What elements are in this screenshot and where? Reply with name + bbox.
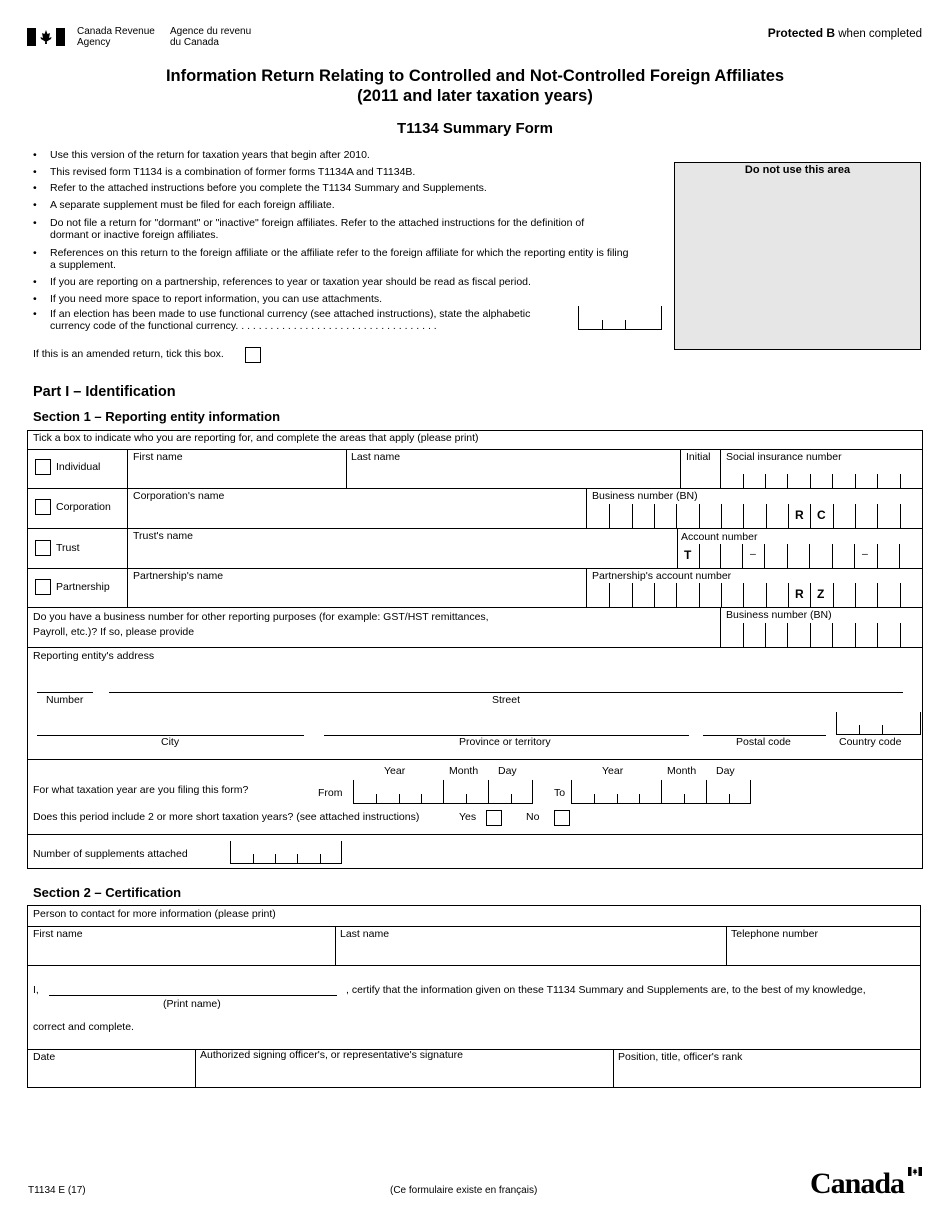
trust-account-field[interactable] xyxy=(678,544,923,568)
instruction-item: • Refer to the attached instructions before you complete the T1134 Summary and Supplements. xyxy=(33,182,633,194)
print-name-input[interactable] xyxy=(49,995,337,996)
instruction-item: • Use this version of the return for taxation years that begin after 2010. xyxy=(33,149,633,161)
section1-title: Section 1 – Reporting entity information xyxy=(33,409,281,424)
corporation-name-input[interactable] xyxy=(128,503,586,528)
corporation-checkbox[interactable] xyxy=(35,499,51,515)
form-title-line2: (2011 and later taxation years) xyxy=(357,87,593,105)
individual-checkbox[interactable] xyxy=(35,459,51,475)
do-not-use-label: Do not use this area xyxy=(744,164,851,176)
certify-i-label: I, xyxy=(33,984,39,996)
bn-rc-c: C xyxy=(817,508,826,522)
short-years-yes-checkbox[interactable] xyxy=(486,810,502,826)
individual-first-name-label: First name xyxy=(133,451,183,463)
instruction-item: • Do not file a return for "dormant" or "inactive" foreign affiliates. Refer to the attached instructions for the definition of dormant or inactive foreign affiliates. xyxy=(33,217,618,241)
partnership-rz-z: Z xyxy=(817,587,825,601)
address-number-input[interactable] xyxy=(37,692,93,693)
sin-field[interactable] xyxy=(721,474,923,488)
agency-en-line1: Canada Revenue xyxy=(77,26,155,37)
instruction-item: • References on this return to the foreign affiliate or the affiliate refer to the foreign affiliate for which the reporting entity is filing a supplement. xyxy=(33,247,633,271)
bn-rc-r: R xyxy=(795,508,804,522)
canada-flag-icon xyxy=(27,28,65,46)
sin-label: Social insurance number xyxy=(726,451,842,463)
last-name-input[interactable] xyxy=(347,464,680,488)
contact-first-name-label: First name xyxy=(33,928,83,940)
contact-label: Person to contact for more information (please print) xyxy=(33,908,276,920)
telephone-label: Telephone number xyxy=(731,928,818,940)
address-street-label: Street xyxy=(492,694,521,706)
partnership-label: Partnership xyxy=(56,581,110,593)
trust-account-dash-1: – xyxy=(750,548,756,560)
canada-wordmark-text: Canada xyxy=(810,1167,905,1200)
corporation-bn-label: Business number (BN) xyxy=(592,490,698,502)
position-input[interactable] xyxy=(614,1064,921,1087)
address-postal-label: Postal code xyxy=(736,736,791,748)
do-not-use-area xyxy=(674,162,921,350)
supplements-count-field[interactable] xyxy=(230,841,342,864)
signature-input[interactable] xyxy=(196,1064,612,1087)
telephone-input[interactable] xyxy=(727,941,921,965)
partnership-checkbox[interactable] xyxy=(35,579,51,595)
to-label: To xyxy=(554,787,566,799)
from-label: From xyxy=(318,787,343,799)
other-bn-field[interactable] xyxy=(721,623,923,647)
signature-label: Authorized signing officer's, or representative's signature xyxy=(200,1049,463,1061)
agency-en-line2: Agency xyxy=(77,37,111,48)
form-title xyxy=(0,66,950,106)
from-month-label: Month xyxy=(449,765,479,777)
account-number-label: Account number xyxy=(681,531,758,543)
form-id: T1134 E (17) xyxy=(28,1185,86,1196)
supplements-label: Number of supplements attached xyxy=(33,848,188,860)
corporation-bn-field[interactable] xyxy=(587,504,923,528)
trust-name-label: Trust's name xyxy=(133,530,193,542)
french-availability: (Ce formulaire existe en français) xyxy=(390,1185,538,1196)
initial-input[interactable] xyxy=(681,464,720,488)
contact-last-name-input[interactable] xyxy=(336,941,725,965)
canada-wordmark xyxy=(810,1167,924,1201)
partnership-name-label: Partnership's name xyxy=(133,570,224,582)
amended-label: If this is an amended return, tick this box. xyxy=(33,348,224,360)
to-month-label: Month xyxy=(667,765,697,777)
individual-label: Individual xyxy=(56,461,101,473)
part1-title: Part I – Identification xyxy=(33,384,176,400)
agency-fr-line2: du Canada xyxy=(170,37,219,48)
trust-name-input[interactable] xyxy=(128,543,677,568)
partnership-account-label: Partnership's account number xyxy=(592,570,732,582)
to-date-field[interactable] xyxy=(571,780,751,804)
position-label: Position, title, officer's rank xyxy=(618,1051,743,1063)
instruction-item: • If an election has been made to use functional currency (see attached instructions), state the alphabetic currency code of the functional currency. . . . . . . . . . . . . . . . . . . . . . . . . . . . . . . . . . . xyxy=(33,308,558,332)
address-country-label: Country code xyxy=(839,736,902,748)
section2-title: Section 2 – Certification xyxy=(33,885,182,900)
address-city-label: City xyxy=(161,736,180,748)
address-province-label: Province or territory xyxy=(459,736,551,748)
print-name-label: (Print name) xyxy=(163,998,221,1010)
from-date-field[interactable] xyxy=(353,780,533,804)
instruction-item: • A separate supplement must be filed for each foreign affiliate. xyxy=(33,199,633,211)
address-label: Reporting entity's address xyxy=(33,650,155,662)
short-years-question: Does this period include 2 or more short taxation years? (see attached instructions) xyxy=(33,811,420,823)
partnership-rz-r: R xyxy=(795,587,804,601)
form-title-line1: Information Return Relating to Controlled and Not-Controlled Foreign Affiliates xyxy=(165,67,785,85)
first-name-input[interactable] xyxy=(128,464,346,488)
instruction-item: • This revised form T1134 is a combination of former forms T1134A and T1134B. xyxy=(33,166,633,178)
from-year-label: Year xyxy=(384,765,406,777)
corporation-label: Corporation xyxy=(56,501,111,513)
protected-b-bold: Protected B xyxy=(767,26,836,40)
correct-complete-label: correct and complete. xyxy=(33,1021,134,1033)
to-day-label: Day xyxy=(716,765,735,777)
other-bn-question-line1: Do you have a business number for other reporting purposes (for example: GST/HST remittances, xyxy=(33,611,489,623)
initial-label: Initial xyxy=(686,451,711,463)
contact-first-name-input[interactable] xyxy=(28,941,334,965)
short-years-no-checkbox[interactable] xyxy=(554,810,570,826)
form-subtitle: T1134 Summary Form xyxy=(397,120,553,137)
partnership-name-input[interactable] xyxy=(128,583,586,607)
individual-last-name-label: Last name xyxy=(351,451,401,463)
no-label: No xyxy=(526,811,540,823)
tax-year-question: For what taxation year are you filing this form? xyxy=(33,784,249,796)
address-country-code-input[interactable] xyxy=(836,712,921,735)
other-bn-question-line2: Payroll, etc.)? If so, please provide xyxy=(33,626,195,638)
address-street-input[interactable] xyxy=(109,692,903,693)
to-year-label: Year xyxy=(602,765,624,777)
corporation-name-label: Corporation's name xyxy=(133,490,225,502)
from-day-label: Day xyxy=(498,765,517,777)
trust-account-t: T xyxy=(684,548,692,562)
trust-label: Trust xyxy=(56,542,80,554)
instruction-item: • If you need more space to report information, you can use attachments. xyxy=(33,293,633,305)
instructions-list xyxy=(33,149,633,332)
protected-b-rest: when completed xyxy=(835,28,922,40)
yes-label: Yes xyxy=(459,811,477,823)
address-number-label: Number xyxy=(46,694,84,706)
date-label: Date xyxy=(33,1051,56,1063)
trust-account-dash-2: – xyxy=(862,548,868,560)
contact-last-name-label: Last name xyxy=(340,928,390,940)
amended-checkbox[interactable] xyxy=(245,347,261,363)
partnership-account-field[interactable] xyxy=(587,583,923,607)
functional-currency-field[interactable] xyxy=(578,306,662,330)
instruction-item: • If you are reporting on a partnership, references to year or taxation year should be read as fiscal period. xyxy=(33,276,633,288)
wordmark-flag-icon xyxy=(908,1167,922,1176)
other-bn-label: Business number (BN) xyxy=(726,609,832,621)
tick-instruction: Tick a box to indicate who you are reporting for, and complete the areas that apply (please print) xyxy=(33,432,479,444)
date-input[interactable] xyxy=(28,1064,194,1087)
certify-statement: , certify that the information given on these T1134 Summary and Supplements are, to the best of my knowledge, xyxy=(346,984,866,996)
agency-fr-line1: Agence du revenu xyxy=(170,26,252,37)
protected-b-label xyxy=(768,26,922,40)
trust-checkbox[interactable] xyxy=(35,540,51,556)
